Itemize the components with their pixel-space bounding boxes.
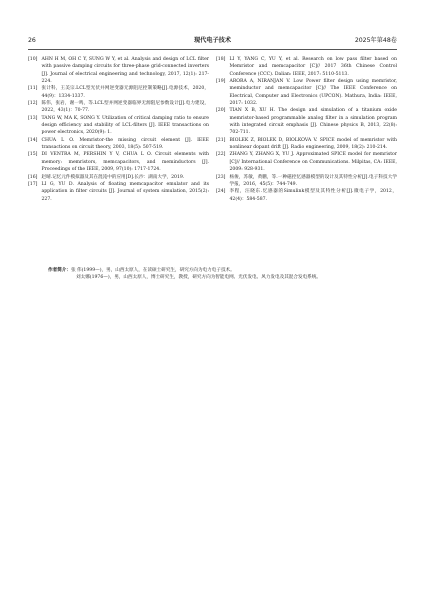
- reference-number: [17]: [28, 181, 38, 187]
- reference-number: [14]: [28, 137, 38, 143]
- reference-text: 杨俊，苏敏，黄鹏，等.一种磁控忆感器模型的设计及其特性分析[J].电子科技大学学报，2016，45(5)：744-749.: [229, 174, 397, 187]
- reference-text: LI G, YU D. Analysis of floating memcapacitor emulator and its application in filter circuits [J]. Journal of system simulation, 2015(2): 227.: [41, 181, 209, 202]
- reference-number: [12]: [28, 101, 38, 107]
- author-bio-first: 张 伟(1999—)，男，山西太原人，在读硕士研究生，研究方向为电力电子技术。: [70, 268, 235, 273]
- author-bio-label: 作者简介：: [48, 268, 71, 273]
- reference-text: ZHANG Y, ZHANG X, YU J. Approximated SPICE model for memristor [C]// International Conference on Communications. Milpitas, CA: IEEE, 2009: 928-931.: [229, 152, 397, 173]
- reference-item: [28, 100, 209, 115]
- reference-item: [28, 151, 209, 173]
- reference-number: [19]: [216, 79, 226, 85]
- reference-item: [28, 181, 209, 203]
- reference-text: BIOLEK Z, BIOLEK D, BIOLKOVA V. SPICE model of memristor with nonlinear dopant drift [J]. Radio engineering, 2009, 18(2): 210-214.: [229, 137, 397, 151]
- reference-text: 李程，汪晓东.忆感器的Simulink模型及其特性分析[J].微电子学，2012，42(4)：584-587.: [229, 189, 397, 202]
- reference-number: [11]: [28, 86, 38, 92]
- reference-item: [216, 56, 397, 78]
- references-right-column: [216, 56, 397, 203]
- header-rule: [28, 49, 397, 50]
- reference-text: CHUA L O. Memristor-the missing circuit element [J]. IEEE transactions on circuit theory, 2003, 18(5): 507-519.: [41, 137, 209, 151]
- journal-volume: 2025年第48卷: [354, 37, 397, 44]
- references-left-column: [28, 56, 209, 203]
- reference-text: 陈伟，张岩，谢一鸣，等.LCL型并网逆变器临界无源阻尼参数设计[J].电力建设，2022，43(1)：70-77.: [41, 101, 209, 114]
- reference-item: [28, 56, 209, 85]
- reference-number: [16]: [28, 174, 38, 180]
- reference-item: [216, 151, 397, 173]
- reference-number: [21]: [216, 137, 226, 143]
- reference-item: [216, 137, 397, 152]
- reference-item: [216, 174, 397, 189]
- author-bio: [48, 267, 408, 282]
- journal-title: 现代电子技术: [193, 37, 232, 44]
- reference-item: [28, 137, 209, 152]
- reference-number: [15]: [28, 152, 38, 158]
- reference-number: [13]: [28, 115, 38, 121]
- reference-text: TANG W, MA K, SONG Y. Utilization of critical damping ratio to ensure design efficiency and stability of LCL-filters [J]. IEEE transactions on power electronics, 2020(9): 1.: [41, 115, 209, 136]
- reference-text: LI Y, YANG C, YU Y, et al. Research on low pass filter based on Memristor and memcapacitor [C]// 2017 36th Chinese Control Conference (CCC). Dalian: IEEE, 2017: 5110-5113.: [229, 57, 397, 77]
- reference-item: [216, 188, 397, 203]
- page-header: [28, 37, 397, 49]
- author-bio-second: 刘太娜(1976—)，男，山西太原人，博士研究生，教授，研究方向为智能电网、光伏发电、风力发电及其混合发电系统。: [76, 275, 321, 281]
- reference-item: [28, 174, 209, 181]
- page-number: 26: [28, 37, 36, 44]
- reference-item: [28, 115, 209, 137]
- reference-number: [23]: [216, 174, 226, 180]
- reference-item: [216, 78, 397, 107]
- reference-item: [28, 85, 209, 100]
- reference-text: AHN H M, OH C Y, SUNG W Y, et al. Analysis and design of LCL filter with passive damping circuits for three-phase grid-connected inverters [J]. Journal of electrical engineering and technology, 2017, 12(1): 217-224.: [41, 57, 209, 85]
- reference-text: TIAN X B, XU H. The design and simulation of a titanium oxide memristor-based programmable analog filter in a simulation program with integrated circuit emphasis [J]. Chinese physics B, 2013, 22(8): 702-711.: [229, 108, 397, 136]
- reference-item: [216, 107, 397, 136]
- reference-number: [22]: [216, 152, 226, 158]
- reference-text: 赵晴.记忆元件模拟器及其在混沌中的应用[D].长沙：湖南大学，2019.: [41, 174, 185, 180]
- reference-text: 张计科，王美宗.LCL型光伏并网逆变器无源阻尼控制策略[J].电源技术，2020，44(9)：1334-1337.: [41, 86, 209, 99]
- reference-number: [20]: [216, 108, 226, 114]
- reference-text: DI VENTRA M, PERSHIN Y V, CHUA L O. Circuit elements with memory: memristors, memcapacitors, and meminductors [J]. Proceedings of the IEEE, 2009, 97(10): 1717-1724.: [41, 152, 209, 173]
- reference-text: ARORA A, NIRANJAN V. Low Power filter design using memristor, meminductor and memcapacitor [C]// The IEEE Conference on Electrical, Computer and Electronics (UPCON). Mathura, India: IEEE, 2017: 1032.: [229, 79, 397, 107]
- reference-number: [10]: [28, 57, 38, 62]
- author-bio-line: [48, 267, 408, 274]
- reference-number: [24]: [216, 189, 226, 195]
- reference-number: [18]: [216, 57, 226, 62]
